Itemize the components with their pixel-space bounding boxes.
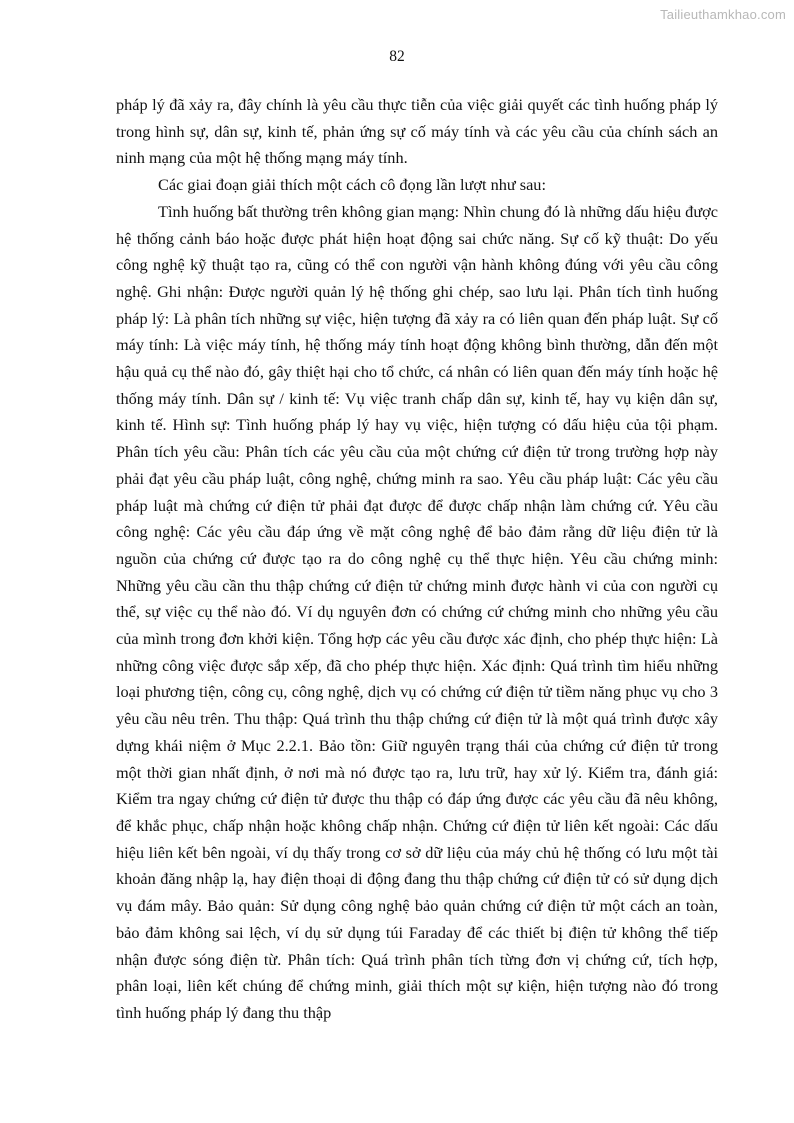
page-number: 82	[389, 48, 405, 65]
paragraph-2: Các giai đoạn giải thích một cách cô đọng lần lượt như sau:	[158, 175, 546, 195]
body-text	[116, 92, 718, 1027]
watermark-text: Tailieuthamkhao.com	[660, 7, 786, 22]
paragraph-1: pháp lý đã xảy ra, đây chính là yêu cầu thực tiễn của việc giải quyết các tình huống pháp lý trong hình sự, dân sự, kinh tế, phản ứng sự cố máy tính và các yêu cầu của chính sách an ninh mạng của một hệ thống mạng máy tính.	[116, 95, 718, 168]
paragraph-3: Tình huống bất thường trên không gian mạng: Nhìn chung đó là những dấu hiệu được hệ thống cảnh báo hoặc được phát hiện hoạt động sai chức năng. Sự cố kỹ thuật: Do yếu công nghệ kỹ thuật tạo ra, cũng có thể con người vận hành không đúng với yêu cầu công nghệ. Ghi nhận: Được người quản lý hệ thống ghi chép, sao lưu lại. Phân tích tình huống pháp lý: Là phân tích những sự việc, hiện tượng đã xảy ra có liên quan đến pháp luật. Sự cố máy tính: Là việc máy tính, hệ thống máy tính hoạt động không bình thường, dẫn đến một hậu quả cụ thể nào đó, gây thiệt hại cho tổ chức, cá nhân có liên quan đến máy tính hoặc hệ thống máy tính. Dân sự / kinh tế: Vụ việc tranh chấp dân sự, kinh tế, hay vụ kiện dân sự, kinh tế. Hình sự: Tình huống pháp lý hay vụ việc, hiện tượng có dấu hiệu của tội phạm. Phân tích yêu cầu: Phân tích các yêu cầu của một chứng cứ điện tử trong trường hợp này phải đạt yêu cầu pháp luật, công nghệ, chứng minh ra sao. Yêu cầu pháp luật: Các yêu cầu pháp luật mà chứng cứ điện tử phải đạt được để được chấp nhận làm chứng cứ. Yêu cầu công nghệ: Các yêu cầu đáp ứng về mặt công nghệ để bảo đảm rằng dữ liệu điện tử là nguồn của chứng cứ được tạo ra do công nghệ cụ thể thực hiện. Yêu cầu chứng minh: Những yêu cầu cần thu thập chứng cứ điện tử chứng minh được hành vi của con người cụ thể, sự việc cụ thể nào đó. Ví dụ nguyên đơn có chứng cứ chứng minh cho những yêu cầu của mình trong đơn khởi kiện. Tổng hợp các yêu cầu được xác định, cho phép thực hiện: Là những công việc được sắp xếp, đã cho phép thực hiện. Xác định: Quá trình tìm hiểu những loại phương tiện, công cụ, công nghệ, dịch vụ có chứng cứ điện tử tiềm năng phục vụ cho 3 yêu cầu nêu trên. Thu thập: Quá trình thu thập chứng cứ điện tử là một quá trình được xây dựng khái niệm ở Mục 2.2.1. Bảo tồn: Giữ nguyên trạng thái của chứng cứ điện tử trong một thời gian nhất định, ở nơi mà nó được tạo ra, lưu trữ, hay xử lý. Kiểm tra, đánh giá: Kiểm tra ngay chứng cứ điện tử được thu thập có đáp ứng được các yêu cầu đã nêu không, để khắc phục, chấp nhận hoặc không chấp nhận. Chứng cứ điện tử liên kết ngoài: Các dấu hiệu liên kết bên ngoài, ví dụ thấy trong cơ sở dữ liệu của máy chủ hệ thống có lưu một tài khoản đăng nhập lạ, hay điện thoại di động đang thu thập chứng cứ điện tử có sử dụng dịch vụ đám mây. Bảo quản: Sử dụng công nghệ bảo quản chứng cứ điện tử một cách an toàn, bảo đảm không sai lệch, ví dụ sử dụng túi Faraday để các thiết bị điện tử không thể tiếp nhận được sóng điện từ. Phân tích: Quá trình phân tích từng đơn vị chứng cứ, tích hợp, phân loại, liên kết chúng để chứng minh, giải thích một sự kiện, hiện tượng nào đó trong tình huống pháp lý đang thu thập	[116, 201, 718, 1022]
